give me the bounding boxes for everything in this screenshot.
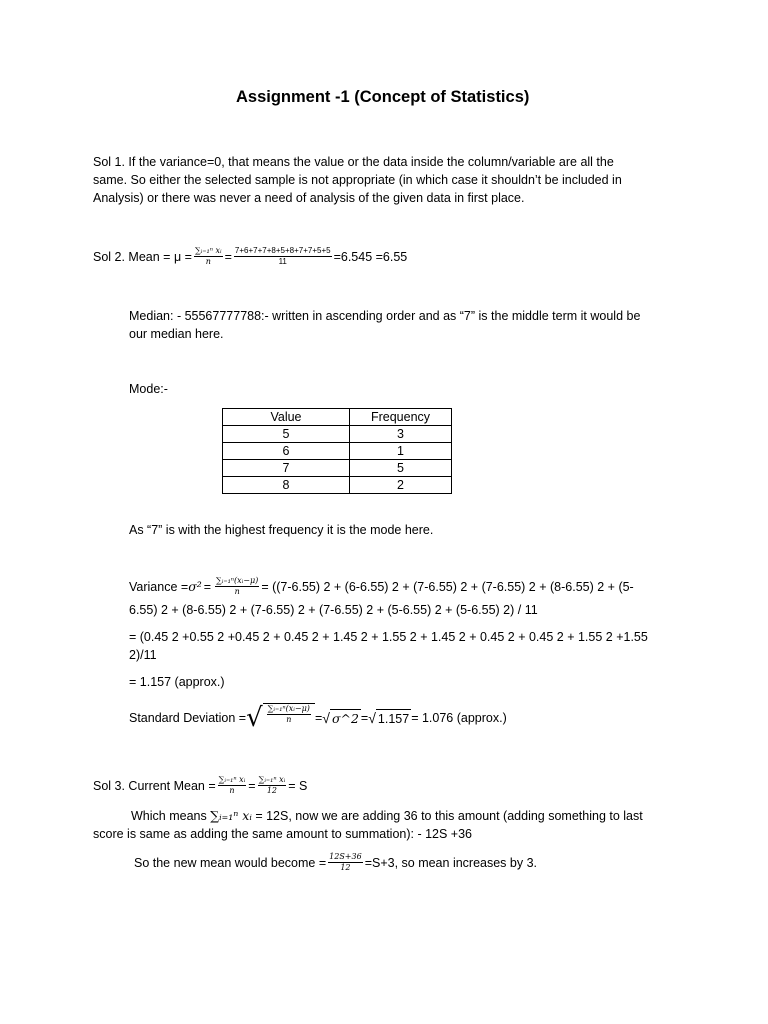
variance-fraction-denominator: n	[234, 587, 240, 596]
variance-expansion-part1: = ((7-6.55) 2 + (6-6.55) 2 + (7-6.55) 2 + (7-6.55) 2 + (8-6.55) 2 + (5-	[261, 579, 634, 594]
sol3-fraction-2-denominator: 12	[266, 786, 278, 795]
sol3-label: Sol 3. Current Mean =	[93, 778, 216, 793]
sol3-line2-suffix: = 12S, now we are adding 36 to this amount (adding something to last	[251, 809, 643, 823]
table-cell: 5	[223, 426, 350, 443]
frequency-table	[222, 408, 452, 494]
table-cell: 8	[223, 477, 350, 494]
mean-result: =6.545 =6.55	[333, 249, 408, 264]
std-dev-result: = 1.076 (approx.)	[411, 711, 507, 725]
sol3-line2-sum: ∑ᵢ₌₁ⁿ xᵢ	[210, 808, 252, 823]
variance-label: Variance =	[129, 579, 189, 594]
variance-line3: = (0.45 2 +0.55 2 +0.45 2 + 0.45 2 + 1.45 2 + 1.55 2 + 1.45 2 + 0.45 2 + 0.45 2 + 1.55 2 +1.55	[129, 630, 648, 644]
std-dev-fraction-denominator: n	[286, 715, 292, 724]
table-header-value: Value	[223, 409, 350, 426]
mode-conclusion: As “7” is with the highest frequency it is the mode here.	[129, 523, 434, 537]
mean-sum-numerator: ∑ᵢ₌₁ⁿ xᵢ	[194, 246, 222, 255]
sol1-line2: same. So either the selected sample is not appropriate (in which case it shouldn’t be included in	[93, 173, 622, 187]
median-line2: our median here.	[129, 327, 224, 341]
sigma-sqrt	[322, 709, 361, 728]
sol1-line3: Analysis) or there was never a need of analysis of the given data in first place.	[93, 191, 525, 205]
sol3-fraction-1	[218, 775, 247, 796]
std-dev-label: Standard Deviation =	[129, 711, 247, 725]
table-row	[223, 426, 452, 443]
sigma-squared: σ²	[188, 578, 202, 594]
mean-sum-denominator: n	[205, 257, 211, 266]
median-line1: Median: - 55567777788:- written in ascending order and as “7” is the middle term it would be	[129, 309, 641, 323]
sol3-fraction-3-denominator: 12	[340, 863, 351, 872]
table-cell: 6	[223, 443, 350, 460]
mean-values-numerator: 7+6+7+7+8+5+8+7+7+5+5	[234, 246, 331, 255]
variance-fraction-numerator: ∑ᵢ₌₁ⁿ(xᵢ−μ)	[216, 576, 259, 585]
sol3-line2-prefix: Which means	[131, 809, 211, 823]
sol3-line4	[134, 852, 537, 873]
sol3-line2	[131, 807, 643, 825]
sol3-fraction-2	[258, 775, 287, 796]
sol3-line3: score is same as adding the same amount to summation): - 12S +36	[93, 827, 473, 841]
table-cell: 7	[223, 460, 350, 477]
sol3-line4-suffix: =S+3, so mean increases by 3.	[364, 855, 538, 870]
std-dev-equals: =	[314, 711, 323, 725]
mode-label: Mode:-	[129, 382, 168, 396]
variance-line1: Variance = σ² = $\frac{\text{∑ᵢ₌₁ⁿ(xᵢ−μ)}}{n}$ = ((7-6.55) 2 + (6-6.55) 2 + (7-6.55) 2 + (7-6.55) 2 + (8-6.55) 2 + (5-	[129, 576, 634, 596]
value-sqrt-body: 1.157	[376, 709, 411, 728]
radical-sign-icon: √	[368, 709, 376, 726]
std-dev-fraction	[267, 704, 311, 725]
table-row	[223, 443, 452, 460]
sol3-fraction-3-numerator: 12S+36	[329, 852, 362, 861]
sol3-fraction-2-numerator: ∑ᵢ₌₁ⁿ xᵢ	[258, 775, 286, 784]
sol3-line1	[93, 775, 307, 796]
variance-line4: 2)/11	[129, 648, 157, 662]
std-dev-equals-2: =	[360, 711, 369, 725]
sigma-sqrt-body: σ^2	[331, 710, 359, 726]
radical-sign-icon: √	[322, 709, 330, 726]
table-cell: 1	[350, 443, 452, 460]
mean-values-denominator: 11	[278, 257, 287, 266]
table-row	[223, 460, 452, 477]
table-cell: 3	[350, 426, 452, 443]
radical-sign-icon: √	[246, 703, 263, 733]
sol2-mean-label: Sol 2. Mean = μ =	[93, 249, 192, 264]
sol3-fraction-3	[328, 852, 363, 873]
table-header-frequency: Frequency	[350, 409, 452, 426]
std-dev-line	[129, 703, 507, 733]
value-sqrt	[368, 709, 411, 728]
sol3-line4-prefix: So the new mean would become =	[134, 855, 327, 870]
sol3-equals: =	[248, 778, 256, 793]
table-cell: 2	[350, 477, 452, 494]
variance-fraction	[215, 576, 259, 597]
variance-result: = 1.157 (approx.)	[129, 675, 225, 689]
mean-sum-fraction	[194, 246, 223, 267]
table-row	[223, 477, 452, 494]
page-title: Assignment -1 (Concept of Statistics)	[236, 88, 530, 106]
sol3-fraction-1-denominator: n	[229, 786, 235, 795]
variance-line2: 6.55) 2 + (8-6.55) 2 + (7-6.55) 2 + (7-6.55) 2 + (5-6.55) 2 + (5-6.55) 2) / 11	[129, 603, 538, 617]
mean-values-fraction	[234, 246, 332, 267]
table-header-row	[223, 409, 452, 426]
sol3-result: = S	[288, 778, 308, 793]
mean-equals: =	[224, 249, 232, 264]
sol1-line1: Sol 1. If the variance=0, that means the value or the data inside the column/variable are all the	[93, 155, 614, 169]
std-dev-fraction-numerator: ∑ᵢ₌₁ⁿ(xᵢ−μ)	[267, 704, 310, 713]
table-cell: 5	[350, 460, 452, 477]
std-dev-radical	[246, 703, 315, 733]
sol2-mean-line	[93, 246, 407, 267]
sol3-fraction-1-numerator: ∑ᵢ₌₁ⁿ xᵢ	[218, 775, 246, 784]
